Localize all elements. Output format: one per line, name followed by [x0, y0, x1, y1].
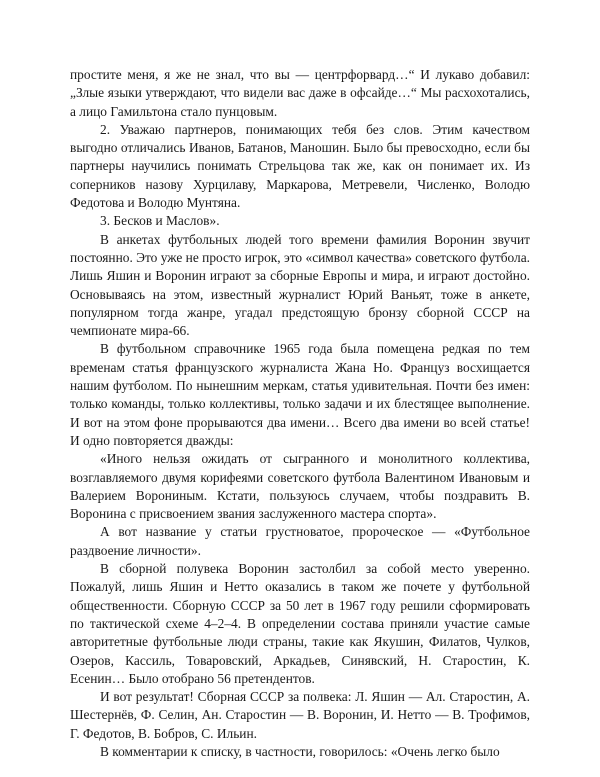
- paragraph: И вот результат! Сборная СССР за полвека: Л. Яшин — Ал. Старостин, А. Шестернёв, Ф. Селин, Ан. Старостин — В. Воронин, И. Нетто — В. Трофимов, Г. Федотов, В. Бобров, С. Ильин.: [70, 689, 530, 741]
- paragraph: 3. Бесков и Маслов».: [100, 213, 220, 229]
- quote-paragraph: «Иного нельзя ожидать от сыгранного и монолитного коллектива, возглавляемого двумя корифеями советского футбола Валентином Ивановым и Валерием Ворониным. Кстати, пользуюсь случаем, чтобы поздравить В. Воронина с присвоением звания заслуженного мастера спорта».: [70, 451, 530, 522]
- paragraph: В комментарии к списку, в частности, говорилось: «Очень легко было: [100, 743, 500, 759]
- paragraph: А вот название у статьи грустноватое, пророческое — «Футбольное раздвоение личности».: [70, 524, 530, 558]
- paragraph: 2. Уважаю партнеров, понимающих тебя без слов. Этим качеством выгодно отличались Иванов, Батанов, Маношин. Было бы превосходно, если бы партнеры научились понимать Стрельцова так же, как он понимает их. Из соперников назову Хурцилаву, Маркарова, Метревели, Численко, Володю Федотова и Володю Мунтяна.: [70, 121, 530, 211]
- paragraph: В анкетах футбольных людей того времени фамилия Воронин звучит постоянно. Это уже не просто игрок, это «символ качества» советского футбола. Лишь Яшин и Воронин играют за сборные Европы и мира, и играют достойно. Основываясь на этом, известный журналист Юрий Ваньят, тоже в анкете, популярном тогда жанре, угадал предстоящую бронзу сборной СССР на чемпионате мира-66.: [70, 231, 530, 339]
- document-page: [70, 66, 530, 761]
- paragraph: простите меня, я же не знал, что вы — центрфорвард…“ И лукаво добавил: „Злые языки утверждают, что видели вас даже в офсайде…“ Мы расхохотались, а лицо Гамильтона стало пунцовым.: [70, 67, 530, 119]
- paragraph: В сборной полувека Воронин застолбил за собой место уверенно. Пожалуй, лишь Яшин и Нетто оказались в таком же почете у футбольной общественности. Сборную СССР за 50 лет в 1967 году решили сформировать по тактической схеме 4–2–4. В определении состава приняли участие самые авторитетные футбольные люди страны, такие как Якушин, Филатов, Чулков, Озеров, Кассиль, Товаровский, Аркадьев, Синявский, Н. Старостин, К. Есенин… Было отобрано 56 претендентов.: [70, 561, 530, 686]
- paragraph: В футбольном справочнике 1965 года была помещена редкая по тем временам статья французского журналиста Жана Но. Француз восхищается нашим футболом. По нынешним меркам, статья удивительная. Почти без имен: только команды, только коллективы, только задачи и их блестящее выполнение. И вот на этом фоне прорываются два имени… Всего два имени во всей статье! И одно повторяется дважды:: [70, 341, 530, 448]
